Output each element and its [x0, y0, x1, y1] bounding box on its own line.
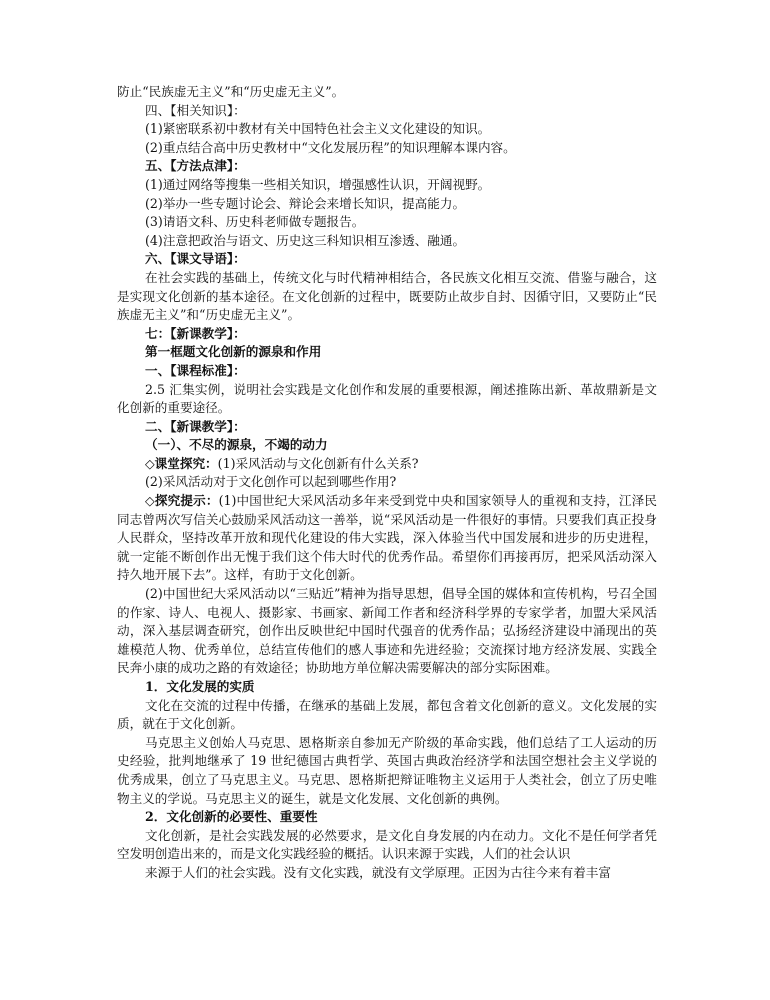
- hint-label: ◇探究提示：: [145, 493, 219, 509]
- text-line: (4)注意把政治与语文、历史这三科知识相互渗透、融通。: [145, 232, 466, 248]
- paragraph: 来源于人们的社会实践。没有文化实践，就没有文学原理。正因为古往今来有着丰富: [145, 864, 611, 880]
- hint-paragraph-2: (2)中国世纪大采风活动以“三贴近”精神为指导思想，倡导全国的媒体和宣传机构，号召全国的作家、诗人、电视人、摄影家、书画家、新闻工作者和经济科学界的专家学者，加盟大采风活动，深入基层调查研究，创作出反映世纪中国时代强音的优秀作品；弘扬经济建设中涌现出的英雄模范人物、优秀单位，总结宣传他们的感人事迹和先进经验；交流探讨地方经济发展、实践全民奔小康的成功之路的有效途径；协助地方单位解决需要解决的部分实际困难。: [117, 586, 657, 676]
- inquiry-question-1: [117, 455, 657, 474]
- section-heading-curriculum: 一、【课程标准】：: [145, 362, 246, 378]
- paragraph: 文化在交流的过程中传播，在继承的基础上发展，都包含着文化创新的意义。文化发展的实质，就在于文化创新。: [117, 697, 657, 732]
- section-heading-intro: 六、【课文导语】：: [145, 251, 246, 267]
- paragraph: 马克思主义创始人马克思、恩格斯亲自参加无产阶级的革命实践，他们总结了工人运动的历史经验，批判地继承了 19 世纪德国古典哲学、英国古典政治经济学和法国空想社会主义学说的优秀成果，创立了马克思主义。马克思、恩格斯把辩证唯物主义运用于人类社会，创立了历史唯物主义的学说。马克思主义的诞生，就是文化发展、文化创新的典例。: [117, 734, 657, 806]
- text-line: (2)举办一些专题讨论会、辩论会来增长知识，提高能力。: [145, 195, 466, 211]
- hint-text: (1)中国世纪大采风活动多年来受到党中央和国家领导人的重视和支持，江泽民同志曾两次写信关心鼓励采风活动这一善举，说“采风活动是一件很好的事情。只要我们真正投身人民群众，坚持改革开放和现代化建设的伟大实践，深入体验当代中国发展和进步的历史进程，就一定能不断创作出无愧于我们这个伟大时代的优秀作品。希望你们再接再厉，把采风活动深入持久地开展下去”。这样，有助于文化创新。: [117, 493, 657, 583]
- text-line: (1)紧密联系初中教材有关中国特色社会主义文化建设的知识。: [145, 121, 491, 137]
- text-line: (2)重点结合高中历史教材中“文化发展历程”的知识理解本课内容。: [145, 139, 516, 155]
- paragraph-intro: 在社会实践的基础上，传统文化与时代精神相结合，各民族文化相互交流、借鉴与融合，这是实现文化创新的基本途径。在文化创新的过程中，既要防止故步自封、因循守旧，又要防止“民族虚无主义”和“历史虚无主义”。: [117, 269, 657, 323]
- section-heading-methods: 五、【方法点津】：: [145, 158, 246, 174]
- section-heading-related-knowledge: 四、【相关知识】：: [145, 102, 246, 118]
- document-page: [117, 83, 657, 883]
- section-title-essence: 1．文化发展的实质: [145, 679, 255, 694]
- paragraph-curriculum: 2.5 汇集实例，说明社会实践是文化创作和发展的重要根源，阐述推陈出新、革故鼎新是文化创新的重要途径。: [117, 381, 657, 416]
- text-line: (1)通过网络等搜集一些相关知识，增强感性认识，开阔视野。: [145, 176, 491, 192]
- section-heading-new-lesson: 七：【新课教学】：: [145, 325, 246, 341]
- section-heading-teaching: 二、【新课教学】：: [145, 418, 246, 434]
- text-line: (3)请语文科、历史科老师做专题报告。: [145, 214, 365, 230]
- frame-title: 第一框题文化创新的源泉和作用: [145, 344, 322, 360]
- inquiry-text: (1)采风活动与文化创新有什么关系?: [217, 455, 419, 471]
- inquiry-question-2: (2)采风活动对于文化创作可以起到哪些作用?: [145, 474, 397, 490]
- hint-paragraph-1: [117, 492, 657, 585]
- text-line: 防止“民族虚无主义”和“历史虚无主义”。: [117, 84, 345, 99]
- inquiry-label: ◇课堂探究：: [145, 455, 218, 471]
- section-title-necessity: 2．文化创新的必要性、重要性: [145, 809, 318, 825]
- subsection-title: （一）、不尽的源泉，不竭的动力: [145, 437, 328, 453]
- paragraph: 文化创新，是社会实践发展的必然要求，是文化自身发展的内在动力。文化不是任何学者凭空发明创造出来的，而是文化实践经验的概括。认识来源于实践，人们的社会认识: [117, 827, 657, 862]
